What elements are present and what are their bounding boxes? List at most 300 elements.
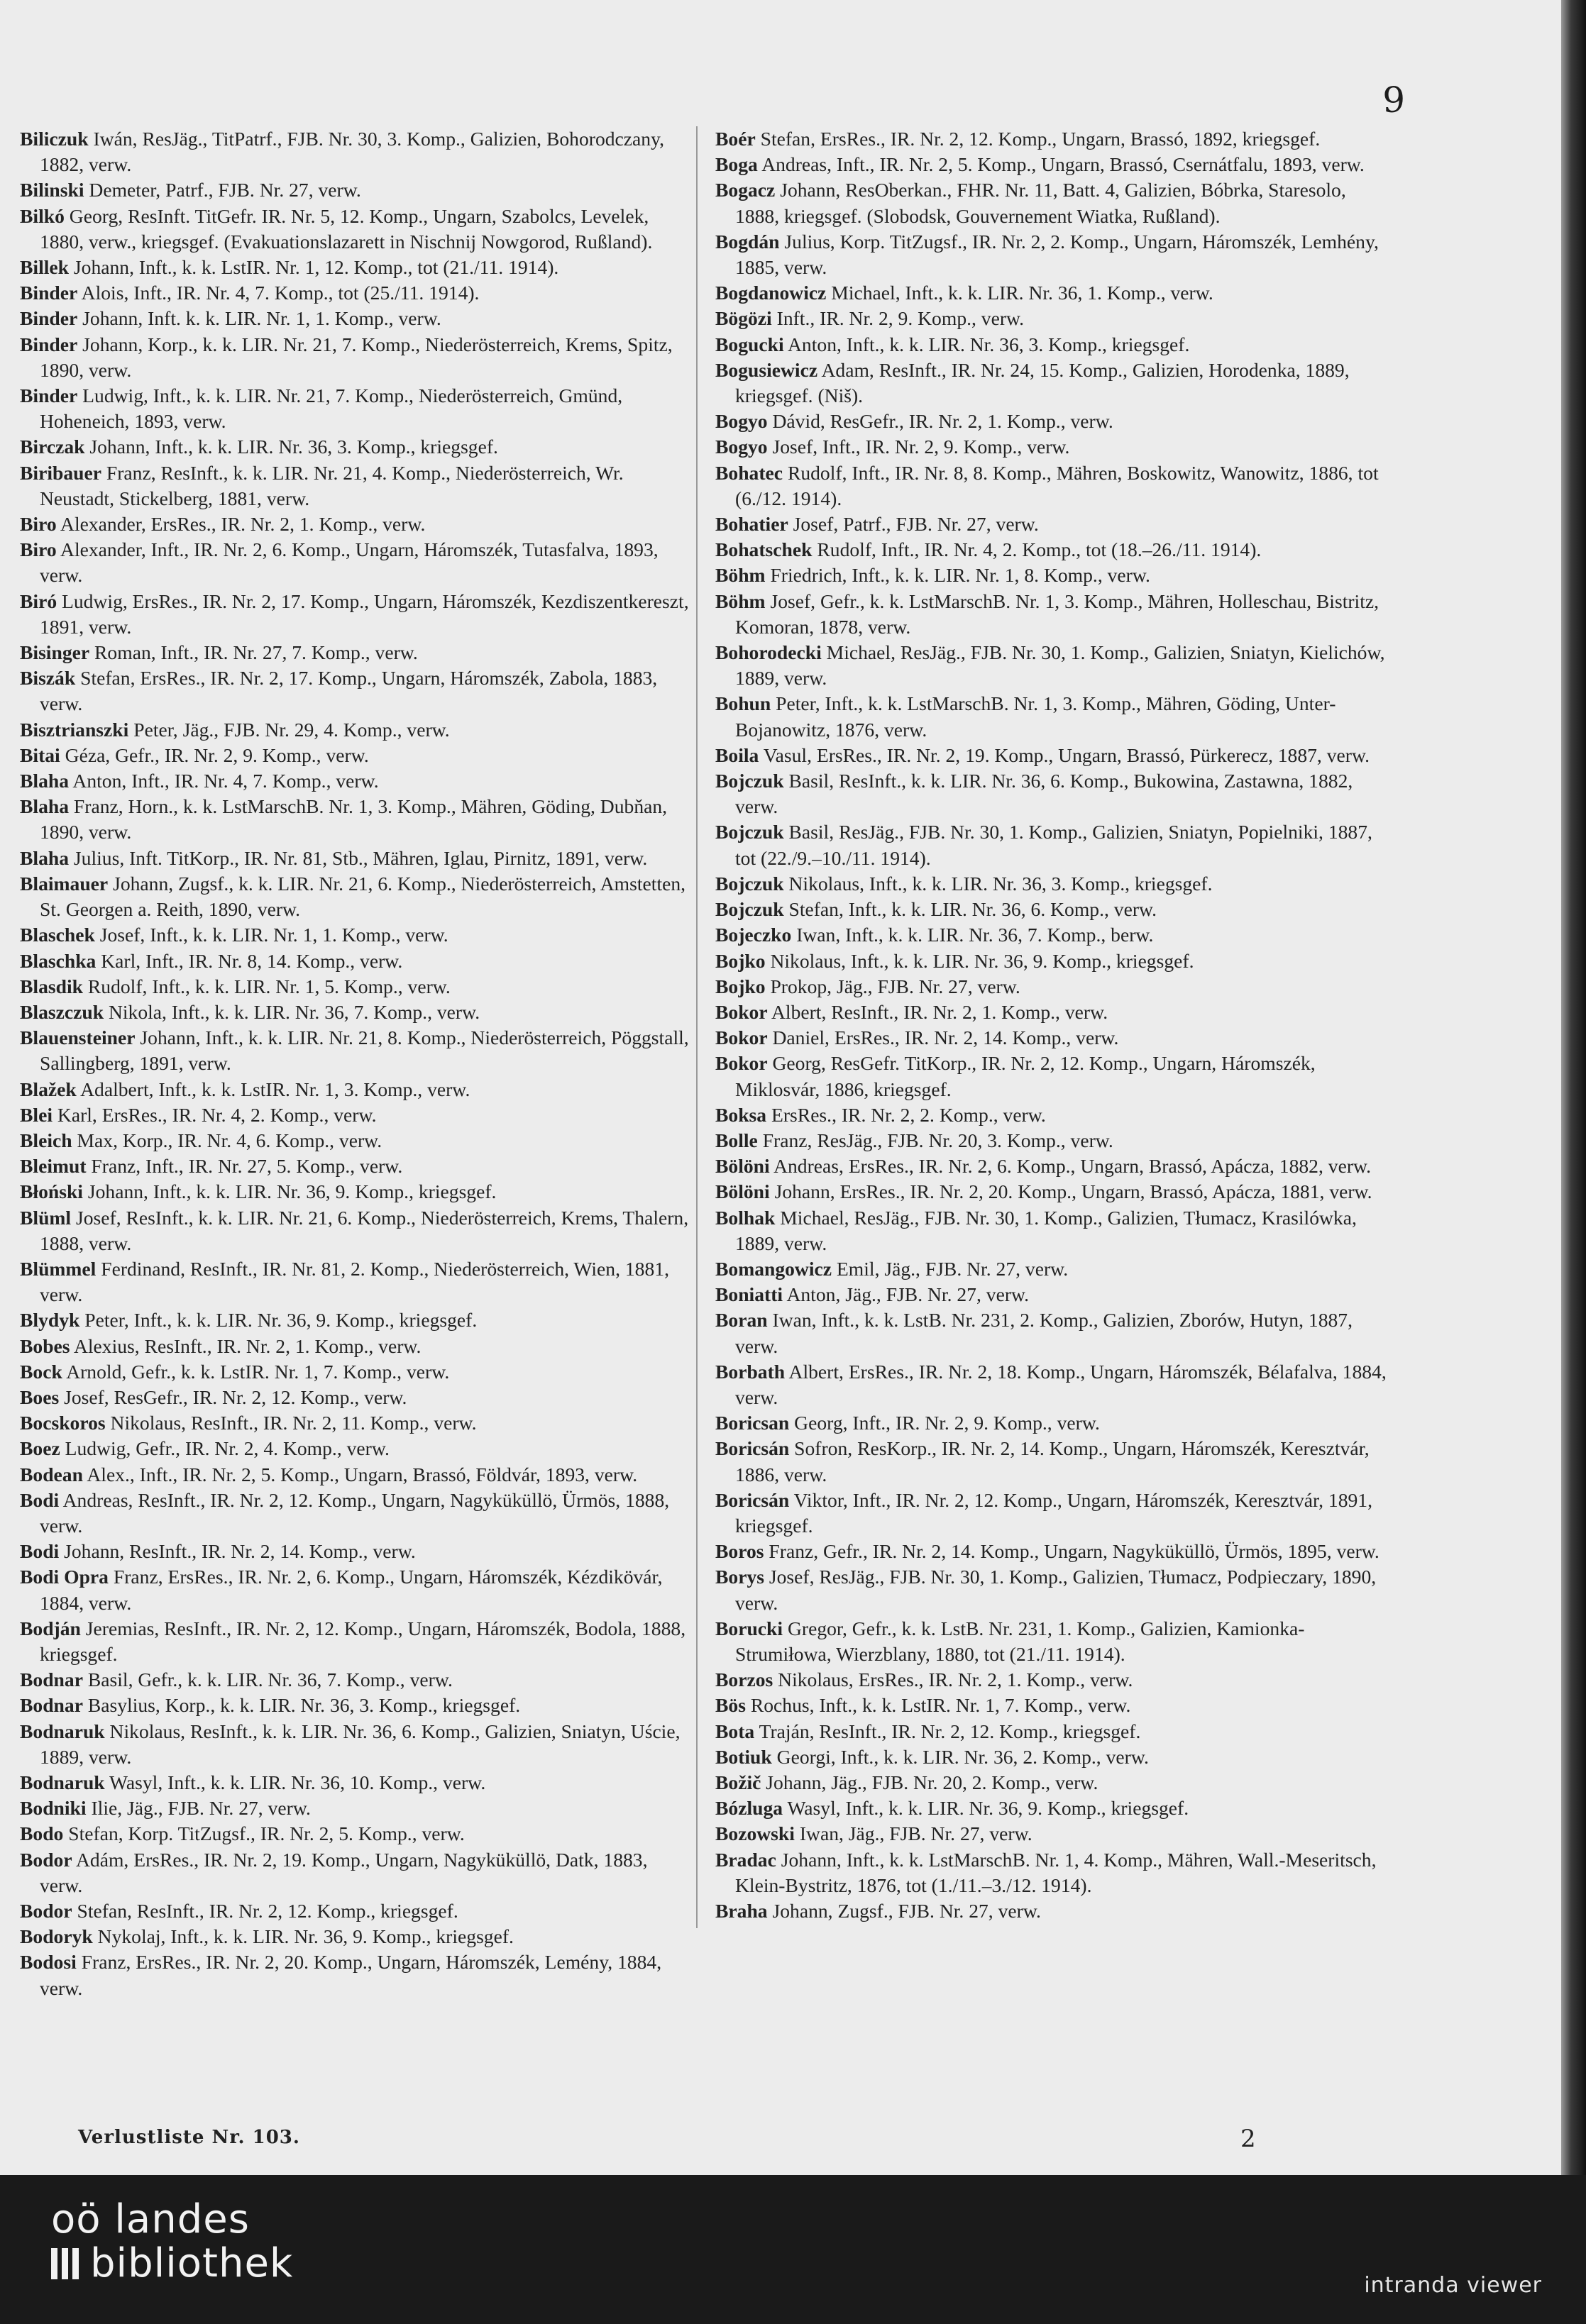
list-entry: [715, 1667, 1389, 1693]
list-entry: [715, 691, 1389, 742]
entry-surname: Blaimauer: [20, 872, 109, 895]
list-entry: [20, 1410, 694, 1436]
entry-surname: Blydyk: [20, 1309, 80, 1332]
entry-details: Dávid, ResGefr., IR. Nr. 2, 1. Komp., verw.: [772, 410, 1113, 433]
list-entry: [715, 819, 1389, 870]
entry-details: Viktor, Inft., IR. Nr. 2, 12. Komp., Ungarn, Háromszék, Keresztvár, 1891, kriegsgef.: [735, 1488, 1372, 1537]
entry-details: Peter, Inft., k. k. LIR. Nr. 36, 9. Komp., kriegsgef.: [84, 1309, 478, 1332]
page-edge: [1561, 0, 1586, 2175]
entry-details: Josef, Inft., k. k. LIR. Nr. 1, 1. Komp., verw.: [99, 924, 448, 946]
entry-details: Johann, Inft., k. k. LstIR. Nr. 1, 12. Komp., tot (21./11. 1914).: [73, 256, 559, 279]
list-entry: [715, 1102, 1389, 1128]
entry-surname: Borys: [715, 1566, 764, 1588]
entry-details: Johann, Korp., k. k. LIR. Nr. 21, 7. Komp., Niederösterreich, Krems, Spitz, 1890, verw.: [40, 333, 673, 381]
entry-surname: Bocskoros: [20, 1412, 106, 1434]
list-entry: [715, 897, 1389, 922]
entry-details: Albert, ErsRes., IR. Nr. 2, 18. Komp., Ungarn, Háromszék, Bélafalva, 1884, verw.: [735, 1360, 1387, 1408]
list-entry: [20, 1462, 694, 1488]
entry-details: Demeter, Patrf., FJB. Nr. 27, verw.: [89, 179, 361, 201]
entry-surname: Bölöni: [715, 1180, 770, 1203]
entry-details: Franz, ResJäg., FJB. Nr. 20, 3. Komp., verw.: [762, 1129, 1113, 1151]
list-entry: [715, 922, 1389, 948]
list-entry: [20, 846, 694, 871]
entry-details: Stefan, Korp. TitZugsf., IR. Nr. 2, 5. Komp., verw.: [68, 1822, 465, 1845]
list-entry: [715, 1000, 1389, 1025]
list-entry: [715, 563, 1389, 588]
list-entry: [20, 1334, 694, 1359]
entry-details: Alexander, ErsRes., IR. Nr. 2, 1. Komp., verw.: [60, 513, 426, 536]
entry-details: Josef, Patrf., FJB. Nr. 27, verw.: [793, 513, 1039, 536]
entry-surname: Bohun: [715, 692, 771, 715]
entry-details: Nikolaus, ResInft., IR. Nr. 2, 11. Komp., verw.: [110, 1412, 477, 1434]
entry-details: Rudolf, Inft., IR. Nr. 4, 2. Komp., tot (18.–26./11. 1914).: [817, 538, 1262, 561]
entry-details: Franz, ErsRes., IR. Nr. 2, 6. Komp., Ungarn, Háromszék, Kézdikövár, 1884, verw.: [40, 1566, 663, 1614]
entry-details: Michael, ResJäg., FJB. Nr. 30, 1. Komp., Galizien, Tłumacz, Krasilówka, 1889, verw.: [735, 1206, 1357, 1254]
list-entry: [20, 177, 694, 203]
entry-surname: Blaszczuk: [20, 1000, 104, 1023]
list-entry: [715, 871, 1389, 897]
entry-details: Nikolaus, Inft., k. k. LIR. Nr. 36, 3. Komp., kriegsgef.: [788, 872, 1213, 895]
entry-details: Ferdinand, ResInft., IR. Nr. 81, 2. Komp., Niederösterreich, Wien, 1881, verw.: [40, 1257, 669, 1306]
entry-details: Johann, Zugsf., FJB. Nr. 27, verw.: [772, 1900, 1041, 1922]
entry-details: Rochus, Inft., k. k. LstIR. Nr. 1, 7. Komp., verw.: [750, 1694, 1131, 1717]
entry-details: Nykolaj, Inft., k. k. LIR. Nr. 36, 9. Komp., kriegsgef.: [97, 1925, 514, 1948]
list-entry: [20, 1616, 694, 1667]
entry-surname: Božič: [715, 1771, 761, 1793]
right-column: [715, 126, 1389, 1924]
list-entry: [20, 1719, 694, 1770]
list-entry: [715, 1488, 1389, 1539]
entry-surname: Bodean: [20, 1463, 83, 1485]
entry-details: Jeremias, ResInft., IR. Nr. 2, 12. Komp., Ungarn, Háromszék, Bodola, 1888, kriegsgef.: [40, 1617, 686, 1665]
entry-surname: Billek: [20, 256, 69, 279]
entry-surname: Bodi: [20, 1488, 60, 1511]
entry-details: Friedrich, Inft., k. k. LIR. Nr. 1, 8. Komp., verw.: [770, 564, 1150, 587]
column-divider: [696, 126, 698, 1928]
entry-surname: Bozowski: [715, 1822, 795, 1845]
list-entry: [20, 306, 694, 331]
entry-surname: Bodi: [20, 1540, 60, 1563]
entry-details: Stefan, ResInft., IR. Nr. 2, 12. Komp., kriegsgef.: [77, 1900, 458, 1922]
entry-surname: Biliczuk: [20, 128, 89, 150]
library-logo: [51, 2198, 293, 2286]
list-entry: [715, 511, 1389, 537]
entry-details: Emil, Jäg., FJB. Nr. 27, verw.: [836, 1257, 1069, 1280]
list-entry: [20, 1179, 694, 1205]
entry-details: Andreas, ErsRes., IR. Nr. 2, 6. Komp., Ungarn, Brassó, Apácza, 1882, verw.: [773, 1155, 1372, 1178]
entry-details: Stefan, ErsRes., IR. Nr. 2, 17. Komp., Ungarn, Háromszék, Zabola, 1883, verw.: [40, 667, 658, 715]
list-entry: [20, 204, 694, 255]
list-entry: [20, 537, 694, 588]
entry-surname: Boniatti: [715, 1283, 783, 1306]
entry-surname: Bogucki: [715, 333, 784, 355]
entry-surname: Bodosi: [20, 1951, 77, 1974]
list-entry: [20, 1488, 694, 1539]
list-entry: [715, 434, 1389, 460]
entry-surname: Bojko: [715, 975, 766, 997]
list-entry: [20, 1539, 694, 1564]
entry-details: Andreas, Inft., IR. Nr. 2, 5. Komp., Ungarn, Brassó, Csernátfalu, 1893, verw.: [761, 153, 1365, 176]
entry-surname: Bögözi: [715, 307, 772, 330]
list-entry: [20, 1898, 694, 1924]
entry-surname: Bohatier: [715, 513, 788, 536]
list-entry: [715, 1821, 1389, 1847]
list-entry: [20, 948, 694, 974]
list-entry: [715, 358, 1389, 409]
list-entry: [20, 665, 694, 716]
entry-surname: Bilkó: [20, 204, 65, 227]
entry-surname: Bodnaruk: [20, 1720, 105, 1742]
entry-details: ErsRes., IR. Nr. 2, 2. Komp., verw.: [771, 1103, 1046, 1126]
list-entry: [20, 1436, 694, 1461]
list-entry: [715, 1205, 1389, 1256]
entry-details: Nikolaus, Inft., k. k. LIR. Nr. 36, 9. Komp., kriegsgef.: [770, 949, 1194, 972]
entry-surname: Blaha: [20, 846, 70, 869]
list-entry: [715, 306, 1389, 331]
logo-line-1: oö landes: [51, 2196, 250, 2242]
entry-surname: Blaha: [20, 795, 70, 818]
entry-details: Josef, Gefr., k. k. LstMarschB. Nr. 1, 3. Komp., Mähren, Holleschau, Bistritz, Komoran, 1878, verw.: [735, 590, 1380, 638]
list-entry: [715, 1256, 1389, 1282]
list-entry: [20, 1667, 694, 1693]
entry-surname: Blasdik: [20, 975, 83, 997]
entry-surname: Blaschek: [20, 924, 95, 946]
entry-details: Johann, Inft. k. k. LIR. Nr. 1, 1. Komp., verw.: [82, 307, 441, 330]
entry-details: Josef, ResInft., k. k. LIR. Nr. 21, 6. Komp., Niederösterreich, Krems, Thalern, 1888, verw.: [40, 1206, 689, 1254]
entry-surname: Boksa: [715, 1103, 767, 1126]
list-entry: [20, 1770, 694, 1795]
entry-surname: Błoński: [20, 1180, 83, 1203]
entry-details: Johann, Inft., k. k. LstMarschB. Nr. 1, 4. Komp., Mähren, Wall.-Meseritsch, Klein-Bystritz, 1876, tot (1./11.–3./12. 1914).: [735, 1848, 1377, 1896]
list-entry: [715, 332, 1389, 358]
entry-surname: Böhm: [715, 590, 766, 612]
list-entry: [715, 1359, 1389, 1410]
list-entry: [715, 1770, 1389, 1795]
list-entry: [20, 1128, 694, 1153]
list-entry: [715, 974, 1389, 1000]
entry-details: Karl, Inft., IR. Nr. 8, 14. Komp., verw.: [101, 949, 403, 972]
list-entry: [715, 1693, 1389, 1718]
entry-surname: Binder: [20, 333, 78, 355]
list-entry: [715, 1051, 1389, 1102]
list-entry: [715, 1564, 1389, 1615]
entry-surname: Bojeczko: [715, 924, 792, 946]
entry-details: Roman, Inft., IR. Nr. 27, 7. Komp., verw.: [94, 641, 418, 664]
entry-details: Josef, Inft., IR. Nr. 2, 9. Komp., verw.: [772, 436, 1070, 458]
entry-surname: Bojczuk: [715, 872, 784, 895]
list-entry: [715, 1436, 1389, 1487]
entry-details: Iwan, Inft., k. k. LIR. Nr. 36, 7. Komp., berw.: [796, 924, 1154, 946]
entry-surname: Bolle: [715, 1129, 758, 1151]
entry-details: Rudolf, Inft., IR. Nr. 8, 8. Komp., Mähren, Boskowitz, Wanowitz, 1886, tot (6./12. 1914).: [735, 461, 1379, 509]
entry-details: Nikolaus, ResInft., k. k. LIR. Nr. 36, 6. Komp., Galizien, Sniatyn, Uście, 1889, verw.: [40, 1720, 681, 1768]
list-entry: [20, 1256, 694, 1307]
entry-details: Alexius, ResInft., IR. Nr. 2, 1. Komp., verw.: [73, 1334, 422, 1357]
list-entry: [20, 1153, 694, 1179]
entry-details: Johann, ResOberkan., FHR. Nr. 11, Batt. 4, Galizien, Bóbrka, Staresolo, 1888, kriegsgef. (Slobodsk, Gouvernement Wiatka, Rußland).: [735, 179, 1346, 227]
entry-surname: Borbath: [715, 1360, 786, 1383]
list-entry: [715, 280, 1389, 306]
entry-details: Wasyl, Inft., k. k. LIR. Nr. 36, 10. Komp., verw.: [109, 1771, 486, 1793]
entry-details: Adam, ResInft., IR. Nr. 24, 15. Komp., Galizien, Horodenka, 1889, kriegsgef. (Niš).: [735, 358, 1350, 407]
entry-surname: Bodi Opra: [20, 1566, 109, 1588]
list-entry: [20, 511, 694, 537]
logo-bars-icon: [51, 2242, 83, 2286]
entry-details: Michael, Inft., k. k. LIR. Nr. 36, 1. Komp., verw.: [831, 282, 1213, 304]
entry-surname: Bomangowicz: [715, 1257, 832, 1280]
entry-surname: Boga: [715, 153, 758, 176]
entry-details: Max, Korp., IR. Nr. 4, 6. Komp., verw.: [77, 1129, 382, 1151]
entry-details: Franz, ResInft., k. k. LIR. Nr. 21, 4. Komp., Niederösterreich, Wr. Neustadt, Stickelberg, 1881, verw.: [40, 461, 624, 509]
entry-details: Stefan, Inft., k. k. LIR. Nr. 36, 6. Komp., verw.: [788, 898, 1157, 921]
entry-surname: Bradac: [715, 1848, 776, 1871]
list-entry: [715, 1153, 1389, 1179]
list-entry: [715, 1128, 1389, 1153]
entry-surname: Bodo: [20, 1822, 64, 1845]
list-entry: [20, 280, 694, 306]
entry-details: Johann, Jäg., FJB. Nr. 20, 2. Komp., verw.: [766, 1771, 1098, 1793]
entry-surname: Bodnar: [20, 1669, 83, 1691]
entry-details: Nikola, Inft., k. k. LIR. Nr. 36, 7. Komp., verw.: [108, 1000, 480, 1023]
list-entry: [20, 1949, 694, 2001]
entry-surname: Bohatschek: [715, 538, 813, 561]
entry-surname: Boez: [20, 1437, 60, 1460]
list-entry: [20, 974, 694, 1000]
list-entry: [20, 768, 694, 794]
entry-surname: Boes: [20, 1385, 60, 1408]
entry-surname: Bogusiewicz: [715, 358, 818, 381]
list-entry: [20, 255, 694, 280]
list-entry: [715, 1025, 1389, 1051]
entry-details: Julius, Inft. TitKorp., IR. Nr. 81, Stb., Mähren, Iglau, Pirnitz, 1891, verw.: [73, 846, 648, 869]
entry-details: Rudolf, Inft., k. k. LIR. Nr. 1, 5. Komp., verw.: [87, 975, 451, 997]
entry-surname: Bogyo: [715, 436, 768, 458]
list-entry: [20, 743, 694, 768]
list-entry: [715, 743, 1389, 768]
entry-details: Anton, Jäg., FJB. Nr. 27, verw.: [786, 1283, 1030, 1306]
list-entry: [715, 1179, 1389, 1205]
entry-surname: Borzos: [715, 1669, 773, 1691]
entry-details: Basylius, Korp., k. k. LIR. Nr. 36, 3. Komp., kriegsgef.: [87, 1694, 521, 1717]
entry-details: Wasyl, Inft., k. k. LIR. Nr. 36, 9. Komp., kriegsgef.: [787, 1797, 1189, 1820]
entry-details: Gregor, Gefr., k. k. LstB. Nr. 231, 1. Komp., Galizien, Kamionka-Strumiłowa, Wierzblany, 1880, tot (21./11. 1914).: [735, 1617, 1305, 1665]
entry-surname: Bojczuk: [715, 821, 784, 843]
entry-surname: Blauensteiner: [20, 1027, 136, 1049]
entry-details: Alexander, Inft., IR. Nr. 2, 6. Komp., Ungarn, Háromszék, Tutasfalva, 1893, verw.: [40, 538, 659, 587]
entry-details: Alex., Inft., IR. Nr. 2, 5. Komp., Ungarn, Brassó, Földvár, 1893, verw.: [87, 1463, 638, 1485]
entry-details: Karl, ErsRes., IR. Nr. 4, 2. Komp., verw.: [57, 1103, 377, 1126]
list-entry: [20, 589, 694, 640]
footer-signature-mark: 2: [1240, 2125, 1256, 2153]
list-entry: [20, 126, 694, 177]
list-entry: [20, 794, 694, 845]
entry-details: Johann, Inft., k. k. LIR. Nr. 21, 8. Komp., Niederösterreich, Pöggstall, Sallingberg, 1891, verw.: [40, 1027, 689, 1075]
list-entry: [20, 1564, 694, 1615]
list-entry: [715, 177, 1389, 228]
entry-surname: Bock: [20, 1360, 62, 1383]
list-entry: [715, 1307, 1389, 1359]
entry-surname: Bleich: [20, 1129, 72, 1151]
entry-details: Stefan, ErsRes., IR. Nr. 2, 12. Komp., Ungarn, Brassó, 1892, kriegsgef.: [760, 128, 1321, 150]
list-entry: [715, 409, 1389, 434]
entry-details: Sofron, ResKorp., IR. Nr. 2, 14. Komp., Ungarn, Háromszék, Keresztvár, 1886, verw.: [735, 1437, 1370, 1485]
entry-surname: Blei: [20, 1103, 53, 1126]
entry-surname: Bokor: [715, 1052, 768, 1075]
entry-surname: Bojko: [715, 949, 766, 972]
entry-details: Géza, Gefr., IR. Nr. 2, 9. Komp., verw.: [65, 743, 369, 766]
entry-details: Johann, Inft., k. k. LIR. Nr. 36, 9. Komp., kriegsgef.: [87, 1180, 497, 1203]
list-entry: [715, 1744, 1389, 1770]
entry-details: Georg, ResInft. TitGefr. IR. Nr. 5, 12. Komp., Ungarn, Szabolcs, Levelek, 1880, verw., kriegsgef. (Evakuationslazarett in Nischnij Nowgorod, Rußland).: [40, 204, 653, 253]
entry-details: Anton, Inft., IR. Nr. 4, 7. Komp., verw.: [72, 770, 379, 792]
entry-surname: Bojczuk: [715, 898, 784, 921]
entry-details: Georg, ResGefr. TitKorp., IR. Nr. 2, 12. Komp., Ungarn, Háromszék, Miklosvár, 1886, kriegsgef.: [735, 1052, 1316, 1100]
entry-details: Basil, ResInft., k. k. LIR. Nr. 36, 6. Komp., Bukowina, Zastawna, 1882, verw.: [735, 770, 1353, 818]
entry-details: Josef, ResGefr., IR. Nr. 2, 12. Komp., verw.: [64, 1385, 407, 1408]
list-entry: [715, 589, 1389, 640]
entry-details: Ludwig, Inft., k. k. LIR. Nr. 21, 7. Komp., Niederösterreich, Gmünd, Hoheneich, 1893, verw.: [40, 384, 623, 433]
entry-surname: Blaha: [20, 770, 70, 792]
entry-surname: Bokor: [715, 1027, 768, 1049]
entry-surname: Bodor: [20, 1900, 72, 1922]
entry-surname: Bodor: [20, 1848, 72, 1871]
entry-details: Basil, ResJäg., FJB. Nr. 30, 1. Komp., Galizien, Sniatyn, Popielniki, 1887, tot (22./9.–10./11. 1914).: [735, 821, 1372, 869]
entry-surname: Binder: [20, 282, 78, 304]
entry-surname: Bogdanowicz: [715, 282, 827, 304]
list-entry: [715, 1847, 1389, 1898]
entry-details: Michael, ResJäg., FJB. Nr. 30, 1. Komp., Galizien, Sniatyn, Kielichów, 1889, verw.: [735, 641, 1385, 690]
entry-surname: Bota: [715, 1720, 755, 1742]
list-entry: [20, 1385, 694, 1410]
list-entry: [715, 768, 1389, 819]
entry-surname: Boricsan: [715, 1412, 790, 1434]
list-entry: [20, 383, 694, 434]
list-entry: [20, 1847, 694, 1898]
entry-surname: Borucki: [715, 1617, 783, 1639]
list-entry: [20, 1795, 694, 1821]
entry-surname: Biro: [20, 513, 57, 536]
list-entry: [715, 229, 1389, 280]
entry-details: Iwan, Jäg., FJB. Nr. 27, verw.: [799, 1822, 1032, 1845]
list-entry: [20, 332, 694, 383]
entry-details: Inft., IR. Nr. 2, 9. Komp., verw.: [776, 307, 1025, 330]
footer-issue-label: Verlustliste Nr. 103.: [78, 2127, 300, 2148]
entry-surname: Boran: [715, 1309, 768, 1332]
viewer-brand: intranda viewer: [1364, 2273, 1542, 2298]
list-entry: [715, 1719, 1389, 1744]
logo-line-2-text: bibliothek: [90, 2240, 294, 2286]
entry-surname: Bohorodecki: [715, 641, 822, 664]
entry-surname: Bogdán: [715, 230, 780, 253]
entry-details: Franz, Inft., IR. Nr. 27, 5. Komp., verw.: [91, 1155, 403, 1178]
list-entry: [20, 1693, 694, 1718]
entry-details: Georg, Inft., IR. Nr. 2, 9. Komp., verw.: [794, 1412, 1100, 1434]
entry-surname: Blažek: [20, 1078, 77, 1100]
entry-surname: Braha: [715, 1900, 768, 1922]
entry-surname: Bisinger: [20, 641, 90, 664]
entry-details: Vasul, ErsRes., IR. Nr. 2, 19. Komp., Ungarn, Brassó, Pürkerecz, 1887, verw.: [763, 743, 1370, 766]
logo-line-2: [51, 2242, 293, 2286]
entry-details: Johann, Zugsf., k. k. LIR. Nr. 21, 6. Komp., Niederösterreich, Amstetten, St. Georgen a. Reith, 1890, verw.: [40, 872, 686, 921]
entry-surname: Bózluga: [715, 1797, 783, 1820]
entry-surname: Bleimut: [20, 1155, 87, 1178]
entry-surname: Bodoryk: [20, 1925, 93, 1948]
entry-details: Franz, Gefr., IR. Nr. 2, 14. Komp., Ungarn, Nagyküküllö, Ürmös, 1895, verw.: [769, 1540, 1380, 1563]
entry-details: Arnold, Gefr., k. k. LstIR. Nr. 1, 7. Komp., verw.: [66, 1360, 450, 1383]
entry-surname: Bisztrianszki: [20, 718, 129, 741]
entry-surname: Biszák: [20, 667, 76, 690]
list-entry: [20, 1025, 694, 1076]
list-entry: [20, 640, 694, 665]
entry-details: Albert, ResInft., IR. Nr. 2, 1. Komp., verw.: [771, 1000, 1108, 1023]
entry-surname: Böhm: [715, 564, 766, 587]
list-entry: [715, 1898, 1389, 1924]
entry-surname: Boros: [715, 1540, 764, 1563]
entry-details: Basil, Gefr., k. k. LIR. Nr. 36, 7. Komp., verw.: [87, 1669, 453, 1691]
list-entry: [20, 460, 694, 511]
list-entry: [20, 1205, 694, 1256]
list-entry: [715, 1410, 1389, 1436]
list-entry: [20, 1102, 694, 1128]
entry-surname: Bös: [715, 1694, 746, 1717]
entry-details: Johann, ErsRes., IR. Nr. 2, 20. Komp., Ungarn, Brassó, Apácza, 1881, verw.: [774, 1180, 1372, 1203]
entry-surname: Boricsán: [715, 1488, 790, 1511]
entry-details: Adalbert, Inft., k. k. LstIR. Nr. 1, 3. Komp., verw.: [80, 1078, 470, 1100]
list-entry: [715, 1616, 1389, 1667]
entry-details: Alois, Inft., IR. Nr. 4, 7. Komp., tot (25./11. 1914).: [81, 282, 480, 304]
entry-details: Traján, ResInft., IR. Nr. 2, 12. Komp., kriegsgef.: [759, 1720, 1141, 1742]
entry-details: Iwan, Inft., k. k. LstB. Nr. 231, 2. Komp., Galizien, Zborów, Hutyn, 1887, verw.: [735, 1309, 1353, 1357]
list-entry: [715, 1795, 1389, 1821]
entry-surname: Bodnaruk: [20, 1771, 105, 1793]
entry-details: Ilie, Jäg., FJB. Nr. 27, verw.: [91, 1797, 311, 1820]
list-entry: [20, 1307, 694, 1333]
entry-details: Ludwig, ErsRes., IR. Nr. 2, 17. Komp., Ungarn, Háromszék, Kezdiszentkereszt, 1891, verw.: [40, 590, 689, 638]
entry-surname: Bogyo: [715, 410, 768, 433]
entry-surname: Blüml: [20, 1206, 72, 1229]
list-entry: [20, 1821, 694, 1847]
entry-surname: Botiuk: [715, 1745, 772, 1768]
entry-surname: Bobes: [20, 1334, 70, 1357]
entry-surname: Binder: [20, 384, 78, 407]
entry-surname: Blaschka: [20, 949, 97, 972]
entry-details: Nikolaus, ErsRes., IR. Nr. 2, 1. Komp., verw.: [778, 1669, 1133, 1691]
list-entry: [715, 640, 1389, 691]
entry-surname: Bodnar: [20, 1694, 83, 1717]
entry-surname: Blümmel: [20, 1257, 97, 1280]
entry-details: Prokop, Jäg., FJB. Nr. 27, verw.: [770, 975, 1020, 997]
entry-details: Anton, Inft., k. k. LIR. Nr. 36, 3. Komp., kriegsgef.: [788, 333, 1190, 355]
entry-surname: Biró: [20, 590, 57, 612]
entry-details: Georgi, Inft., k. k. LIR. Nr. 36, 2. Komp., verw.: [776, 1745, 1149, 1768]
entry-surname: Biribauer: [20, 461, 101, 484]
entry-surname: Bokor: [715, 1000, 768, 1023]
entry-details: Peter, Jäg., FJB. Nr. 29, 4. Komp., verw.: [133, 718, 450, 741]
entry-surname: Binder: [20, 307, 78, 330]
entry-surname: Bogacz: [715, 179, 776, 201]
list-entry: [715, 948, 1389, 974]
list-entry: [715, 152, 1389, 177]
list-entry: [715, 126, 1389, 152]
list-entry: [20, 1000, 694, 1025]
entry-surname: Bodján: [20, 1617, 81, 1639]
entry-surname: Bohatec: [715, 461, 783, 484]
entry-details: Ludwig, Gefr., IR. Nr. 2, 4. Komp., verw.: [65, 1437, 390, 1460]
entry-details: Franz, ErsRes., IR. Nr. 2, 20. Komp., Ungarn, Háromszék, Lemény, 1884, verw.: [40, 1951, 662, 1999]
entry-surname: Biro: [20, 538, 57, 561]
entry-details: Josef, ResJäg., FJB. Nr. 30, 1. Komp., Galizien, Tłumacz, Podpieczary, 1890, verw.: [735, 1566, 1377, 1614]
entry-surname: Bojczuk: [715, 770, 784, 792]
